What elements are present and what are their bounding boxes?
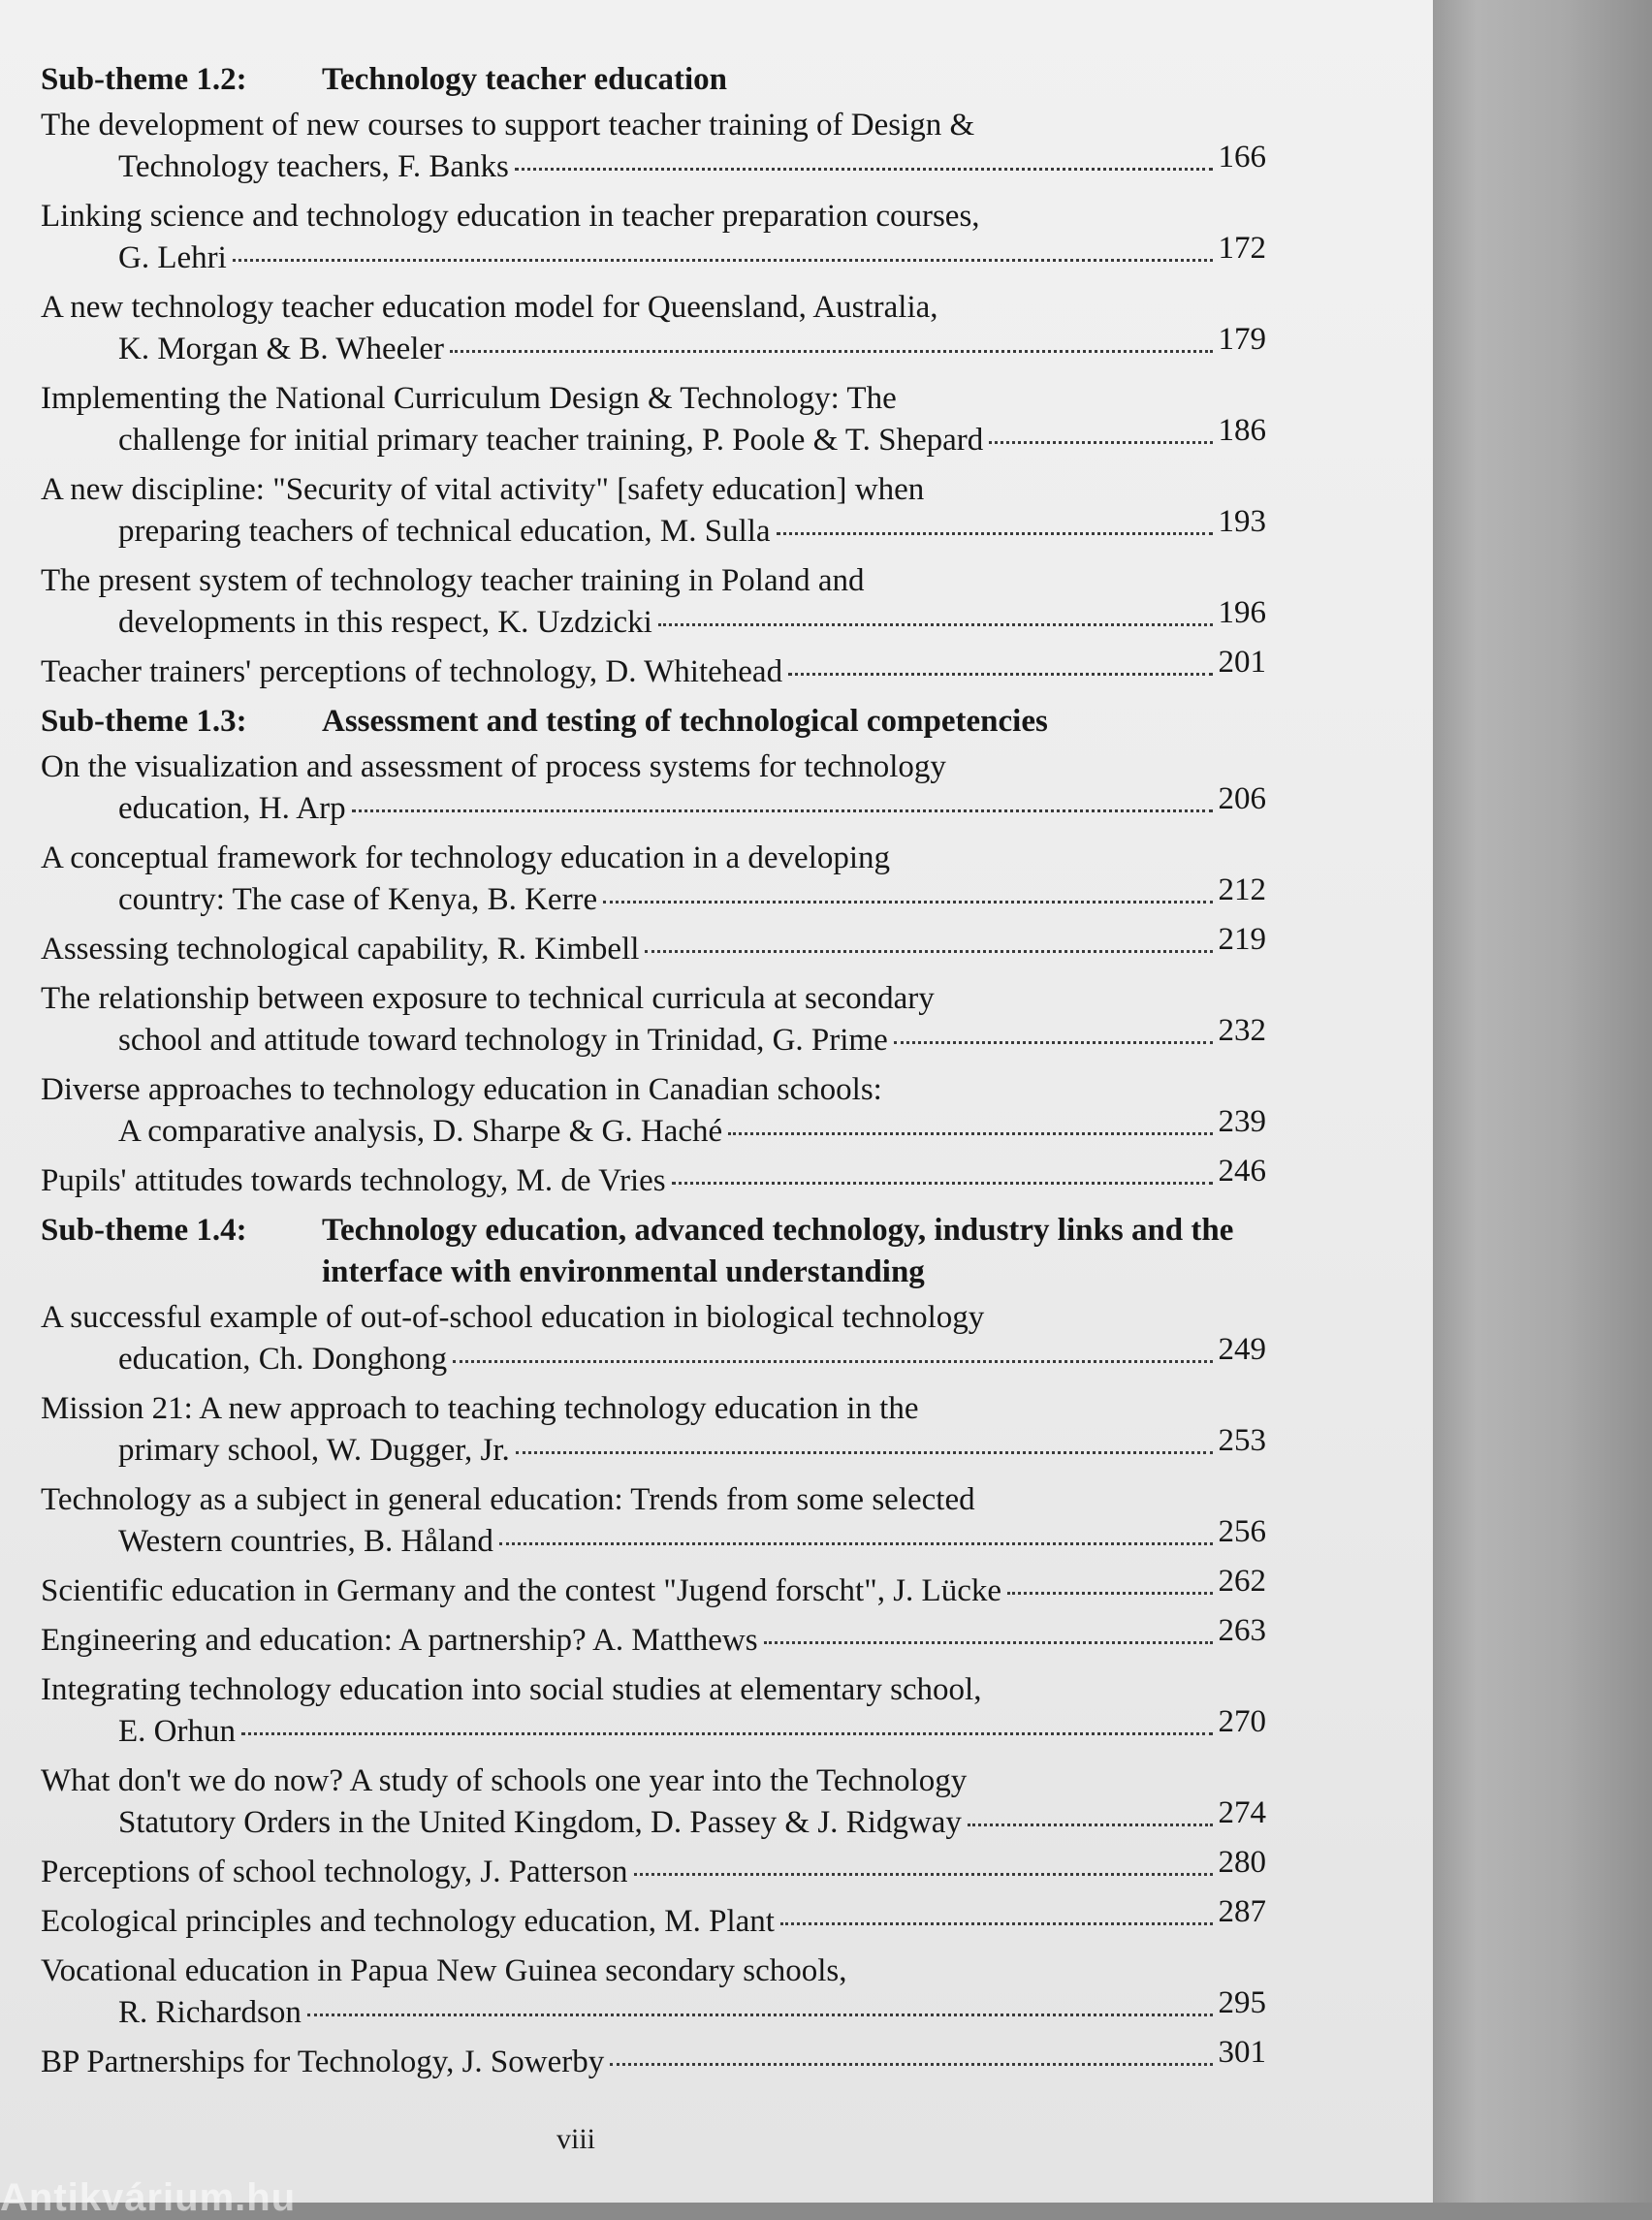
watermark-logo: Antikvárium.hu: [0, 2176, 297, 2219]
entry-title-line: Mission 21: A new approach to teaching technology education in the: [41, 1391, 919, 1426]
sub-theme-number: Sub-theme 1.2:: [41, 62, 247, 97]
entry-text: Perceptions of school technology, J. Patterson: [41, 1855, 628, 1889]
toc-entry: [41, 2035, 1266, 2083]
entry-text: education, H. Arp: [118, 791, 346, 826]
entry-title-line: The relationship between exposure to technical curricula at secondary: [41, 981, 935, 1016]
sub-theme-heading: [41, 701, 1266, 743]
dot-leader: [241, 1732, 1213, 1735]
toc-entry: [41, 1760, 1266, 1844]
toc-entry: [41, 838, 1266, 921]
entry-title-line: On the visualization and assessment of process systems for technology: [41, 749, 946, 784]
sub-theme-heading: [41, 59, 1266, 101]
dot-leader: [788, 673, 1212, 676]
entry-page-number: 196: [1218, 595, 1266, 630]
entry-text: developments in this respect, K. Uzdzicki: [118, 605, 652, 640]
entry-text: school and attitude toward technology in Trinidad, G. Prime: [118, 1023, 888, 1058]
entry-page-number: 263: [1218, 1613, 1266, 1648]
dot-leader: [233, 259, 1213, 262]
entry-title-line: The development of new courses to support teacher training of Design &: [41, 108, 975, 143]
entry-page-number: 274: [1218, 1795, 1266, 1830]
entry-author-line: [41, 140, 1266, 188]
toc-entry: [41, 287, 1266, 370]
entry-text: K. Morgan & B. Wheeler: [118, 332, 445, 366]
entry-title-line: Linking science and technology education in teacher preparation courses,: [41, 199, 980, 234]
entry-author-line: [41, 231, 1266, 279]
entry-text: G. Lehri: [118, 240, 227, 275]
entry-author-line: [41, 322, 1266, 370]
entry-page-number: 262: [1218, 1564, 1266, 1599]
entry-text: BP Partnerships for Technology, J. Sowerby: [41, 2045, 605, 2079]
entry-page-number: 280: [1218, 1845, 1266, 1880]
entry-page-number: 246: [1218, 1154, 1266, 1189]
entry-author-line: [41, 1423, 1266, 1472]
toc-entry: [41, 1388, 1266, 1472]
entry-author-line: [41, 1795, 1266, 1844]
dot-leader: [645, 950, 1212, 953]
entry-author-line: [41, 1104, 1266, 1153]
entry-title-line: A new technology teacher education model for Queensland, Australia,: [41, 290, 938, 325]
toc-entry: [41, 469, 1266, 553]
entry-author-line: [41, 645, 1266, 693]
sub-theme-number: Sub-theme 1.3:: [41, 704, 247, 739]
toc-entry: [41, 1154, 1266, 1202]
toc-entry: [41, 922, 1266, 970]
toc-entry: [41, 1950, 1266, 2034]
dot-leader: [989, 441, 1212, 444]
toc-entry: [41, 746, 1266, 830]
sub-theme-heading: [41, 1210, 1266, 1293]
entry-author-line: [41, 922, 1266, 970]
dot-leader: [352, 809, 1213, 812]
entry-page-number: 295: [1218, 1985, 1266, 2020]
dot-leader: [658, 623, 1213, 626]
toc-entry: [41, 1564, 1266, 1612]
entry-page-number: 212: [1218, 872, 1266, 907]
entry-page-number: 253: [1218, 1423, 1266, 1458]
entry-text: Pupils' attitudes towards technology, M. de Vries: [41, 1163, 666, 1198]
sub-theme-title: Technology teacher education: [322, 62, 727, 97]
toc-entry: [41, 196, 1266, 279]
entry-text: education, Ch. Donghong: [118, 1342, 448, 1377]
dot-leader: [672, 1182, 1213, 1185]
facing-page-edge: [1433, 0, 1652, 2203]
entry-page-number: 219: [1218, 922, 1266, 957]
entry-page-number: 179: [1218, 322, 1266, 357]
toc-entry: [41, 560, 1266, 644]
entry-author-line: [41, 1514, 1266, 1563]
entry-title-line: Integrating technology education into social studies at elementary school,: [41, 1672, 982, 1707]
entry-text: E. Orhun: [118, 1714, 236, 1749]
entry-page-number: 256: [1218, 1514, 1266, 1549]
entry-page-number: 206: [1218, 781, 1266, 816]
entry-title-line: Vocational education in Papua New Guinea secondary schools,: [41, 1953, 847, 1988]
toc-entry: [41, 1845, 1266, 1893]
dot-leader: [764, 1641, 1213, 1644]
entry-text: challenge for initial primary teacher training, P. Poole & T. Shepard: [118, 423, 984, 458]
entry-title-line: The present system of technology teacher training in Poland and: [41, 563, 865, 598]
toc-entry: [41, 378, 1266, 461]
entry-text: Technology teachers, F. Banks: [118, 149, 509, 184]
toc-entry: [41, 1894, 1266, 1943]
entry-text: Assessing technological capability, R. Kimbell: [41, 932, 640, 967]
entry-text: primary school, W. Dugger, Jr.: [118, 1433, 510, 1468]
toc-entry: [41, 645, 1266, 693]
dot-leader: [516, 1451, 1213, 1454]
sub-theme-number: Sub-theme 1.4:: [41, 1213, 247, 1248]
entry-text: Ecological principles and technology education, M. Plant: [41, 1904, 775, 1939]
dot-leader: [450, 350, 1212, 353]
entry-title-line: Technology as a subject in general education: Trends from some selected: [41, 1482, 975, 1517]
entry-text: A comparative analysis, D. Sharpe & G. Haché: [118, 1114, 723, 1149]
entry-page-number: 287: [1218, 1894, 1266, 1929]
entry-text: Teacher trainers' perceptions of technology, D. Whitehead: [41, 654, 783, 689]
entry-author-line: [41, 1845, 1266, 1893]
dot-leader: [307, 2014, 1213, 2016]
entry-author-line: [41, 504, 1266, 553]
entry-page-number: 172: [1218, 231, 1266, 266]
entry-page-number: 166: [1218, 140, 1266, 174]
dot-leader: [634, 1873, 1213, 1876]
entry-title-line: A conceptual framework for technology education in a developing: [41, 840, 891, 875]
dot-leader: [499, 1542, 1213, 1545]
dot-leader: [1007, 1592, 1213, 1595]
entry-author-line: [41, 1613, 1266, 1662]
toc-entry: [41, 1069, 1266, 1153]
toc-entry: [41, 1479, 1266, 1563]
entry-author-line: [41, 413, 1266, 461]
dot-leader: [610, 2063, 1212, 2066]
entry-author-line: [41, 1013, 1266, 1062]
entry-author-line: [41, 872, 1266, 921]
entry-title-line: Implementing the National Curriculum Design & Technology: The: [41, 381, 897, 416]
dot-leader: [453, 1360, 1212, 1363]
entry-text: Statutory Orders in the United Kingdom, D. Passey & J. Ridgway: [118, 1805, 962, 1840]
entry-page-number: 301: [1218, 2035, 1266, 2070]
entry-author-line: [41, 1704, 1266, 1753]
entry-author-line: [41, 1332, 1266, 1380]
entry-text: country: The case of Kenya, B. Kerre: [118, 882, 598, 917]
entry-page-number: 249: [1218, 1332, 1266, 1367]
entry-page-number: 186: [1218, 413, 1266, 448]
entry-title-line: A new discipline: "Security of vital activity" [safety education] when: [41, 472, 925, 507]
dot-leader: [603, 901, 1212, 904]
entry-title-line: What don't we do now? A study of schools one year into the Technology: [41, 1763, 968, 1798]
dot-leader: [515, 168, 1213, 171]
dot-leader: [968, 1824, 1213, 1826]
dot-leader: [780, 1922, 1213, 1925]
toc-entry: [41, 105, 1266, 188]
entry-author-line: [41, 1564, 1266, 1612]
entry-author-line: [41, 2035, 1266, 2083]
entry-page-number: 232: [1218, 1013, 1266, 1048]
sub-theme-title: Technology education, advanced technology, industry links and the interface with environmental understanding: [322, 1213, 1234, 1289]
entry-text: Western countries, B. Håland: [118, 1524, 493, 1559]
toc-entry: [41, 1297, 1266, 1380]
entry-author-line: [41, 595, 1266, 644]
sub-theme-title: Assessment and testing of technological competencies: [322, 704, 1048, 739]
entry-page-number: 239: [1218, 1104, 1266, 1139]
toc-entry: [41, 978, 1266, 1062]
page-number: viii: [556, 2123, 596, 2155]
entry-author-line: [41, 1985, 1266, 2034]
entry-page-number: 193: [1218, 504, 1266, 539]
dot-leader: [894, 1041, 1213, 1044]
dot-leader: [777, 532, 1213, 535]
entry-title-line: A successful example of out-of-school education in biological technology: [41, 1300, 985, 1335]
table-of-contents: [41, 53, 1266, 2091]
entry-page-number: 270: [1218, 1704, 1266, 1739]
entry-text: preparing teachers of technical education, M. Sulla: [118, 514, 771, 549]
entry-author-line: [41, 781, 1266, 830]
entry-page-number: 201: [1218, 645, 1266, 680]
entry-text: Scientific education in Germany and the contest "Jugend forscht", J. Lücke: [41, 1573, 1001, 1608]
entry-author-line: [41, 1154, 1266, 1202]
entry-text: R. Richardson: [118, 1995, 302, 2030]
dot-leader: [728, 1132, 1212, 1135]
entry-title-line: Diverse approaches to technology education in Canadian schools:: [41, 1072, 882, 1107]
entry-text: Engineering and education: A partnership? A. Matthews: [41, 1623, 758, 1658]
toc-entry: [41, 1669, 1266, 1753]
toc-entry: [41, 1613, 1266, 1662]
entry-author-line: [41, 1894, 1266, 1943]
